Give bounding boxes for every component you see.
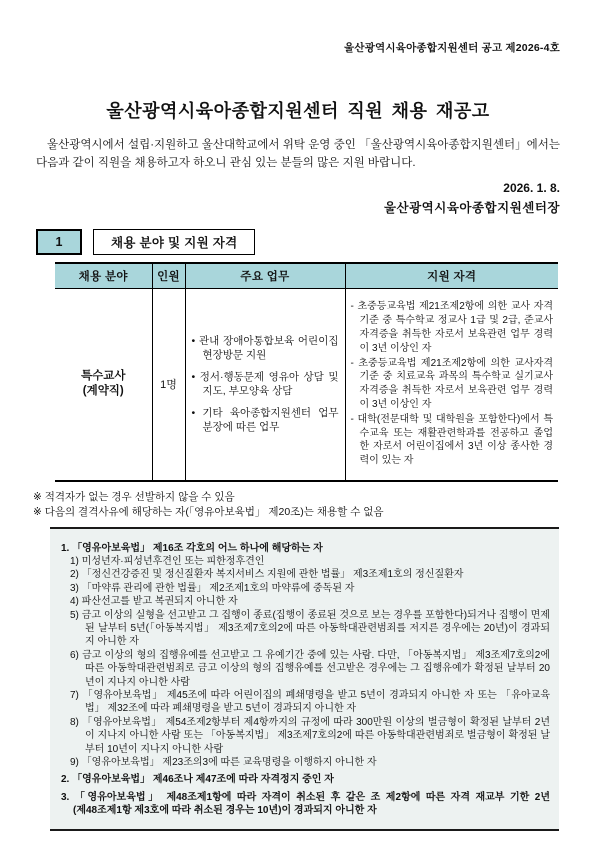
field-contract-type: (계약직) (82, 385, 124, 398)
field-name: 특수교사 (81, 370, 126, 383)
disqualification-box (50, 527, 559, 831)
signer-title: 울산광역시육아종합지원센터장 (383, 201, 560, 215)
recruitment-table (55, 262, 558, 482)
table-header-row (55, 263, 558, 289)
table-row (55, 289, 558, 481)
disqualification-item: 9) 「영유아보육법」 제23조의3에 따른 교육명령을 이행하지 아니한 자 (70, 757, 377, 768)
section-title: 채용 분야 및 지원 자격 (93, 229, 255, 255)
column-header-duties: 주요 업무 (185, 263, 345, 289)
disqualification-item: 2. 「영유아보육법」 제46조나 제47조에 따라 자격정지 중인 자 (61, 774, 334, 786)
notice-number: 울산광역시육아종합지원센터 공고 제2026-4호 (344, 42, 560, 54)
disqualification-item: 3) 「마약류 관리에 관한 법률」 제2조제1호의 마약류에 중독된 자 (70, 582, 355, 594)
disqualification-item: 1. 「영유아보육법」 제16조 각호의 어느 하나에 해당하는 자 (61, 542, 323, 554)
disqualification-item: 4) 파산선고를 받고 복권되지 아니한 자 (70, 596, 238, 608)
section-header (36, 229, 560, 255)
duty-item: • 관내 장애아통합보육 어린이집 현장방문 지원 (191, 334, 339, 362)
cell-headcount: 1명 (152, 289, 185, 481)
footnote-line: ※ 다음의 결격사유에 해당하는 자(「영유아보육법」 제20조)는 채용할 수 없음 (33, 505, 384, 518)
duty-item: • 정서·행동문제 영유아 상담 및 지도, 부모양육 상담 (191, 370, 339, 398)
column-header-count: 인원 (152, 263, 185, 289)
column-header-qualifications: 지원 자격 (345, 263, 558, 289)
page-title: 울산광역시육아종합지원센터 직원 채용 재공고 (106, 101, 490, 121)
qualification-item: - 초중등교육법 제21조제2항에 의한 교사 자격기준 중 특수학교 정교사 1급 및 2급, 준교사 자격증을 취득한 자로서 보육관련 업무 경력이 3년 이상인 자 (350, 301, 553, 354)
duty-item: • 기타 육아종합지원센터 업무 분장에 따른 업무 (191, 406, 339, 434)
footnotes (33, 490, 560, 520)
disqualification-item: 2) 「정신건강증진 및 정신질환자 복지서비스 지원에 관한 법률」 제3조제1호의 정신질환자 (70, 569, 464, 581)
disqualification-item: 1) 미성년자·피성년후견인 또는 피한정후견인 (70, 555, 265, 567)
qualification-item: - 초중등교육법 제21조제2항에 의한 교사자격 기준 중 치료교육 과목의 특수학교 실기교사 자격증을 취득한 자로서 보육관련 업무 경력이 3년 이상인 자 (350, 357, 553, 411)
qualification-item: - 대학(전문대학 및 대학원을 포함한다)에서 특수교육 또는 재활관련학과를 전공하고 졸업한 자로서 어린이집에서 3년 이상 종사한 경력이 있는 자 (350, 413, 553, 467)
cell-main-duties (185, 289, 345, 481)
disqualification-item: 7) 「영유아보육법」 제45조에 따라 어린이집의 폐쇄명령을 받고 5년이 경과되지 아니한 자 또는 「유아교육법」 제32조에 따라 폐쇄명령을 받고 5년이 경과되지 아니한 자 (70, 689, 550, 715)
disqualification-item: 8) 「영유아보육법」 제54조제2항부터 제4항까지의 규정에 따라 300만원 이상의 벌금형이 확정된 날부터 2년이 지나지 아니한 사람 또는 「아동복지법」 제3조제7호의2에 따른 아동학대관련범죄로 벌금형이 확정된 날부터 10년이 지나지 아니한 사람 (70, 716, 550, 755)
footnote-line: ※ 적격자가 없는 경우 선발하지 않을 수 있음 (33, 490, 235, 503)
announcement-date: 2026. 1. 8. (503, 181, 560, 195)
section-number-badge: 1 (36, 229, 82, 255)
intro-paragraph: 울산광역시에서 설립·지원하고 울산대학교에서 위탁 운영 중인 「울산광역시육아종합지원센터」에서는 다음과 같이 직원을 채용하고자 하오니 관심 있는 분들의 많은 지원 바랍니다. (36, 139, 560, 169)
cell-qualifications (345, 289, 558, 481)
cell-recruitment-field (55, 289, 152, 481)
column-header-field: 채용 분야 (55, 263, 152, 289)
disqualification-item: 6) 금고 이상의 형의 집행유예를 선고받고 그 유예기간 중에 있는 사람. 다만, 「아동복지법」 제3조제7호의2에 따른 아동학대관련범죄로 금고 이상의 형의 집행유예를 선고받은 경우에는 그 집행유예가 확정된 날부터 20년이 지나지 아니한 사람 (70, 649, 550, 688)
disqualification-item: 3. 「영유아보육법」 제48조제1항에 따라 자격이 취소된 후 같은 조 제2항에 따른 자격 재교부 기한 2년(제48조제1항 제3호에 따라 취소된 경우는 10년)이 경과되지 아니한 자 (61, 791, 550, 817)
disqualification-item: 5) 금고 이상의 실형을 선고받고 그 집행이 종료(집행이 종료된 것으로 보는 경우를 포함한다)되거나 집행이 면제된 날부터 5년(「아동복지법」 제3조제7호의2에 따른 아동학대관련범죄를 저지른 경우에는 20년)이 경과되지 아니한 자 (70, 609, 550, 648)
